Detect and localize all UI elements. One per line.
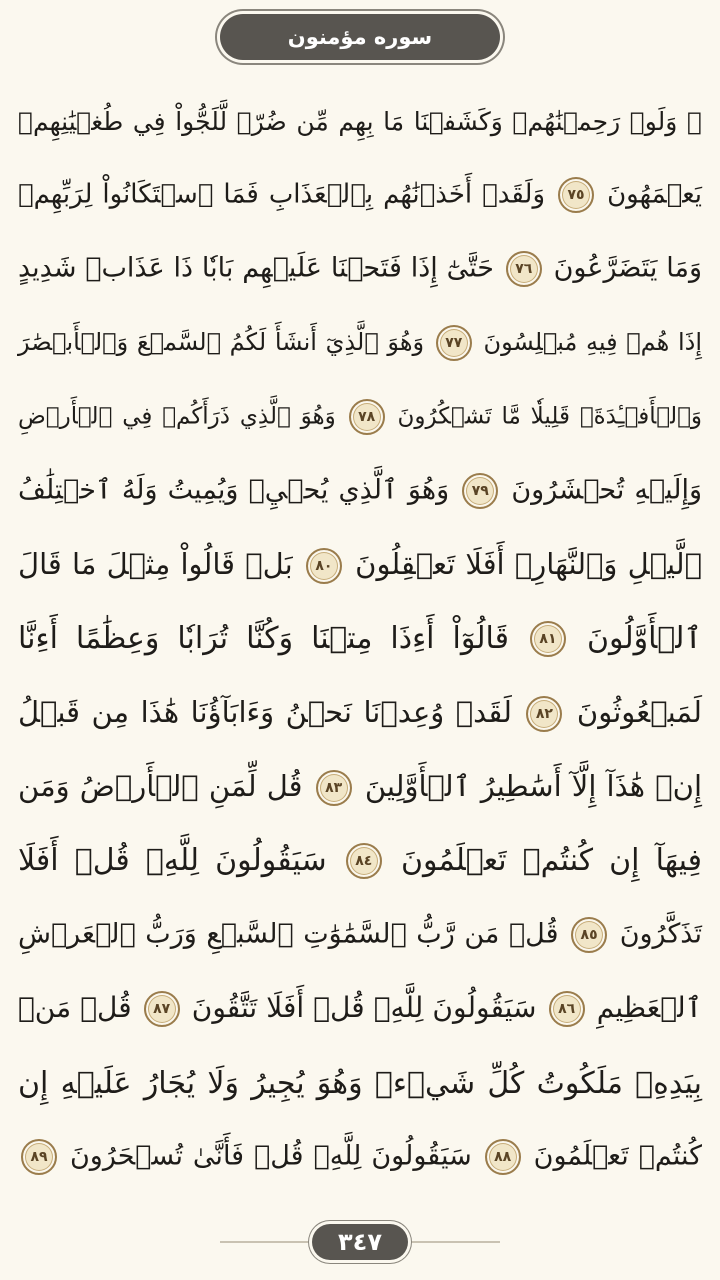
text-line — [18, 158, 702, 232]
verse-text: إِذَا هُمۡ فِيهِ مُبۡلِسُونَ — [483, 328, 703, 356]
text-line-content — [18, 769, 702, 806]
surah-title: سوره مؤمنون — [287, 25, 433, 49]
verse-number-marker: ٧٨ — [349, 399, 385, 435]
verse-text: لَقَدۡ وُعِدۡنَا نَحۡنُ وَءَابَآؤُنَا هَٰذَا مِن قَبۡلُ — [18, 694, 512, 729]
verse-text: يَعۡمَهُونَ — [607, 179, 703, 210]
verse-text: حَتَّىٰٓ إِذَا فَتَحۡنَا عَلَيۡهِم بَابٗا ذَا عَذَابٖ شَدِيدٍ — [18, 252, 494, 284]
quran-text-area — [18, 84, 702, 1194]
verse-number-marker: ٨٦ — [549, 991, 585, 1027]
text-line — [18, 454, 702, 528]
verse-number-marker: ٨٠ — [306, 548, 342, 584]
verse-text: وَإِلَيۡهِ تُحۡشَرُونَ — [511, 474, 703, 506]
text-line — [18, 1046, 702, 1120]
text-line-content — [18, 325, 702, 361]
text-line-content — [18, 473, 702, 509]
verse-text: وَلَقَدۡ أَخَذۡنَٰهُم بِٱلۡعَذَابِ فَمَا ٱسۡتَكَانُواْ لِرَبِّهِمۡ — [18, 179, 546, 210]
verse-text: ٱلَّيۡلِ وَٱلنَّهَارِۚ أَفَلَا تَعۡقِلُونَ — [355, 546, 703, 581]
verse-number-marker: ٨٤ — [346, 843, 382, 879]
verse-number-marker: ٧٧ — [436, 325, 472, 361]
verse-text: إِنۡ هَٰذَآ إِلَّآ أَسَٰطِيرُ ٱلۡأَوَّلِينَ — [364, 768, 703, 803]
text-line — [18, 824, 702, 898]
verse-text: وَمَا يَتَضَرَّعُونَ — [553, 252, 702, 284]
text-line — [18, 750, 702, 824]
verse-text: بَلۡ قَالُواْ مِثۡلَ مَا قَالَ — [18, 546, 293, 581]
verse-text: قُلۡ مَنۢ — [18, 991, 132, 1024]
text-line — [18, 676, 702, 750]
text-line — [18, 380, 702, 454]
verse-number-marker: ٧٦ — [506, 251, 542, 287]
text-line-content — [18, 107, 702, 136]
verse-number-marker: ٨٩ — [21, 1139, 57, 1175]
text-line-content — [18, 1139, 702, 1175]
verse-number-marker: ٧٥ — [558, 177, 594, 213]
verse-text: كُنتُمۡ تَعۡلَمُونَ — [533, 1140, 702, 1172]
text-line-content — [18, 547, 702, 584]
text-line — [18, 972, 702, 1046]
text-line-content — [18, 399, 702, 435]
text-line — [18, 84, 702, 158]
verse-text: قَالُوٓاْ أَءِذَا مِتۡنَا وَكُنَّا تُرَابٗا وَعِظَٰمًا أَءِنَّا — [18, 620, 509, 656]
text-line — [18, 232, 702, 306]
text-line — [18, 1120, 702, 1194]
verse-number-marker: ٨٨ — [485, 1139, 521, 1175]
text-line-content — [18, 695, 702, 732]
text-line-content — [18, 251, 702, 287]
verse-text: ٱلۡعَظِيمِ — [596, 991, 703, 1024]
verse-text: وَهُوَ ٱلَّذِي يُحۡيِۦ وَيُمِيتُ وَلَهُ ٱخۡتِلَٰفُ — [18, 474, 450, 506]
verse-text: ٱلۡأَوَّلُونَ — [586, 620, 702, 656]
text-line — [18, 898, 702, 972]
verse-text: فِيهَآ إِن كُنتُمۡ تَعۡلَمُونَ — [400, 842, 702, 878]
verse-text: سَيَقُولُونَ لِلَّهِۚ قُلۡ أَفَلَا تَتَّقُونَ — [191, 991, 537, 1024]
text-line-content — [18, 917, 702, 953]
page-number: ٣٤٧ — [312, 1224, 408, 1260]
text-line — [18, 528, 702, 602]
verse-text: قُلۡ مَن رَّبُّ ٱلسَّمَٰوَٰتِ ٱلسَّبۡعِ وَرَبُّ ٱلۡعَرۡشِ — [18, 918, 559, 950]
text-line-content — [18, 843, 702, 880]
verse-text: تَذَكَّرُونَ — [619, 918, 702, 950]
verse-text: وَهُوَ ٱلَّذِي ذَرَأَكُمۡ فِي ٱلۡأَرۡضِ — [18, 403, 336, 430]
verse-text: لَمَبۡعُوثُونَ — [576, 694, 702, 729]
verse-text: وَهُوَ ٱلَّذِيٓ أَنشَأَ لَكُمُ ٱلسَّمۡعَ وَٱلۡأَبۡصَٰرَ — [18, 328, 425, 356]
verse-text: قُل لِّمَنِ ٱلۡأَرۡضُ وَمَن — [18, 768, 303, 803]
surah-title-banner — [220, 14, 500, 60]
text-line — [18, 306, 702, 380]
verse-number-marker: ٧٩ — [462, 473, 498, 509]
footer-divider-right — [400, 1241, 500, 1243]
verse-number-marker: ٨٥ — [571, 917, 607, 953]
verse-number-marker: ٨٣ — [316, 770, 352, 806]
verse-text: وَٱلۡأَفۡـِٔدَةَۚ قَلِيلٗا مَّا تَشۡكُرُونَ — [397, 403, 703, 430]
footer-divider-left — [220, 1241, 320, 1243]
page-footer — [0, 1222, 720, 1262]
text-line-content — [18, 177, 702, 213]
verse-number-marker: ٨٢ — [526, 696, 562, 732]
text-line — [18, 602, 702, 676]
verse-text: سَيَقُولُونَ لِلَّهِۚ قُلۡ فَأَنَّىٰ تُسۡحَرُونَ — [69, 1140, 472, 1172]
text-line-content — [18, 991, 702, 1027]
verse-text: سَيَقُولُونَ لِلَّهِۚ قُلۡ أَفَلَا — [18, 842, 327, 878]
verse-number-marker: ٨١ — [530, 621, 566, 657]
verse-number-marker: ٨٧ — [144, 991, 180, 1027]
verse-text: ۞ وَلَوۡ رَحِمۡنَٰهُمۡ وَكَشَفۡنَا مَا بِهِم مِّن ضُرّٖ لَّلَجُّواْ فِي طُغۡيَٰنِهِمۡ — [18, 106, 702, 136]
verse-text: بِيَدِهِۦ مَلَكُوتُ كُلِّ شَيۡءٖ وَهُوَ يُجِيرُ وَلَا يُجَارُ عَلَيۡهِ إِن — [18, 1065, 702, 1101]
text-line-content — [18, 1066, 702, 1101]
text-line-content — [18, 621, 702, 658]
